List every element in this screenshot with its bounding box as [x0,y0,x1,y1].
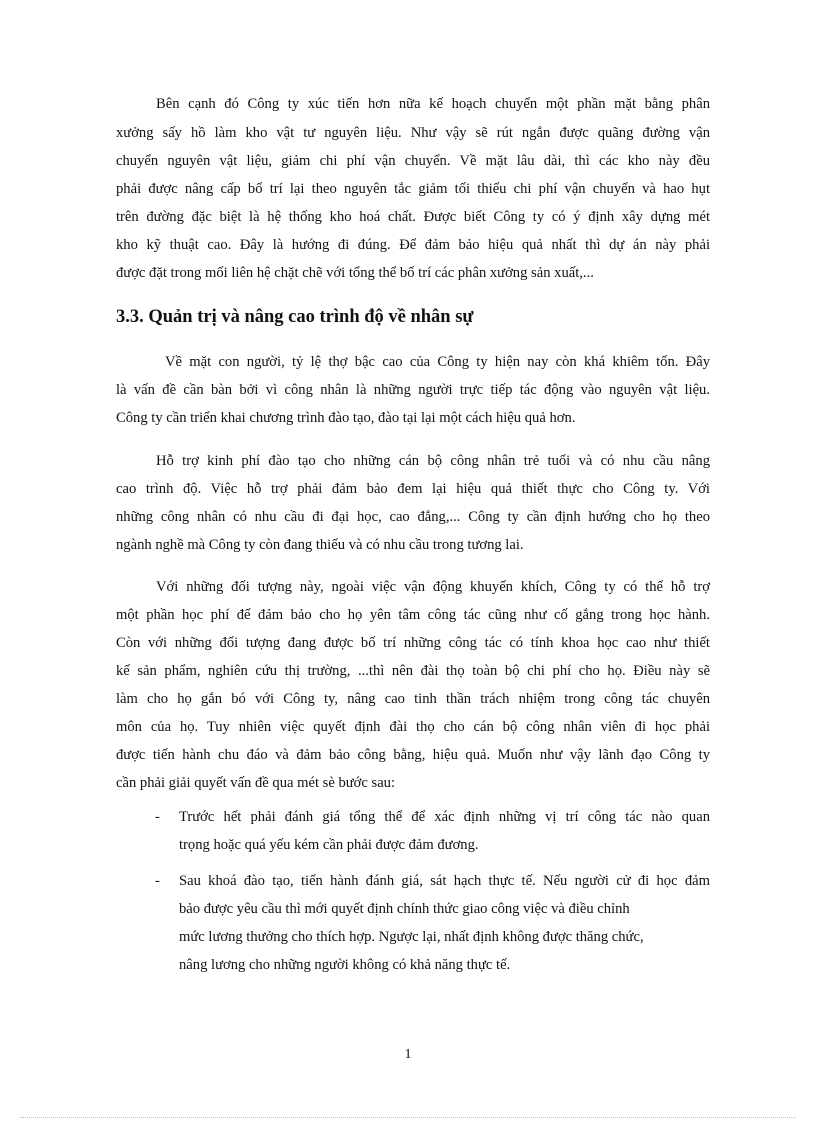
page-bottom-border [20,1117,796,1118]
text-line: làm cho họ gắn bó với Công ty, nâng cao tinh thần trách nhiệm trong công tác chuyên [116,691,710,707]
text-line: nâng lương cho những người không có khả năng thực tế. [179,957,511,973]
text-line: những công nhân có nhu cầu đi đại học, cao đẳng,... Công ty cần định hướng cho họ theo [116,509,710,525]
text-line: xưởng sấy hồ làm kho vật tư nguyên liệu. Như vậy sẽ rút ngắn được quãng đường vận [116,125,710,141]
text-line: được tiến hành chu đáo và đảm bảo công bằng, hiệu quả. Muốn như vậy lãnh đạo Công ty [116,747,710,763]
text-line: phải được nâng cấp bố trí lại theo nguyên tắc giảm tối thiểu chi phí vận chuyển và hao hụt [116,181,710,197]
text-line: Trước hết phải đánh giá tổng thể để xác định những vị trí công tác nào quan [179,809,710,825]
text-line: Về mặt con người, tỷ lệ thợ bậc cao của Công ty hiện nay còn khá khiêm tốn. Đây [165,354,710,370]
text-line: một phần học phí để đảm bảo cho họ yên tâm công tác cũng như cố gắng trong học hành. [116,607,710,623]
text-line: cần phải giải quyết vấn đề qua mét sè bước sau: [116,775,396,791]
text-line: mức lương thưởng cho thích hợp. Ngược lại, nhất định không được thăng chức, [179,929,644,945]
text-line: ngành nghề mà Công ty còn đang thiếu và có nhu cầu trong tương lai. [116,537,524,553]
page-number: 1 [404,1047,412,1062]
bullet-marker: - [155,873,160,889]
text-line: kho kỹ thuật cao. Đây là hướng đi đúng. Để đảm bảo hiệu quả nhất thì dự án này phải [116,237,710,253]
text-line: Với những đối tượng này, ngoài việc vận động khuyến khích, Công ty có thể hỗ trợ [156,579,710,595]
text-line: chuyển nguyên vật liệu, giảm chi phí vận chuyển. Về mặt lâu dài, thì các kho này đều [116,153,710,169]
text-line: cao trình độ. Việc hỗ trợ phải đảm bảo đem lại hiệu quả thiết thực cho Công ty. Với [116,481,710,497]
text-line: Hỗ trợ kinh phí đào tạo cho những cán bộ công nhân trẻ tuổi và có nhu cầu nâng [156,453,710,469]
text-line: Còn với những đối tượng đang được bố trí những công tác có tính khoa học cao như thiết [116,635,710,651]
bullet-marker: - [155,809,160,825]
text-line: Sau khoá đào tạo, tiến hành đánh giá, sát hạch thực tế. Nếu người cử đi học đảm [179,873,710,889]
text-line: bảo được yêu cầu thì mới quyết định chính thức giao công việc và điều chỉnh [179,901,630,917]
text-line: Bên cạnh đó Công ty xúc tiến hơn nữa kế hoạch chuyển một phần mặt bằng phân [156,96,710,112]
text-line: là vấn đề cần bàn bởi vì công nhân là những người trực tiếp tác động vào nguyên vật liệu. [116,382,710,398]
text-line: được đặt trong mối liên hệ chặt chẽ với tổng thể bố trí các phân xưởng sản xuất,... [116,265,594,281]
text-line: kế sản phẩm, nghiên cứu thị trường, ...thì nên đài thọ toàn bộ chi phí cho họ. Điều này sẽ [116,663,710,679]
text-line: trên đường đặc biệt là hệ thống kho hoá chất. Được biết Công ty có ý định xây dựng mét [116,209,710,225]
text-line: Công ty cần triển khai chương trình đào tạo, đào tại lại một cách hiệu quả hơn. [116,410,576,426]
section-heading: 3.3. Quản trị và nâng cao trình độ về nhân sự [116,307,474,327]
text-line: trọng hoặc quá yếu kém cần phải được đảm đương. [179,837,479,853]
text-line: môn của họ. Tuy nhiên việc quyết định đài thọ cho cán bộ công nhân viên đi học phải [116,719,710,735]
